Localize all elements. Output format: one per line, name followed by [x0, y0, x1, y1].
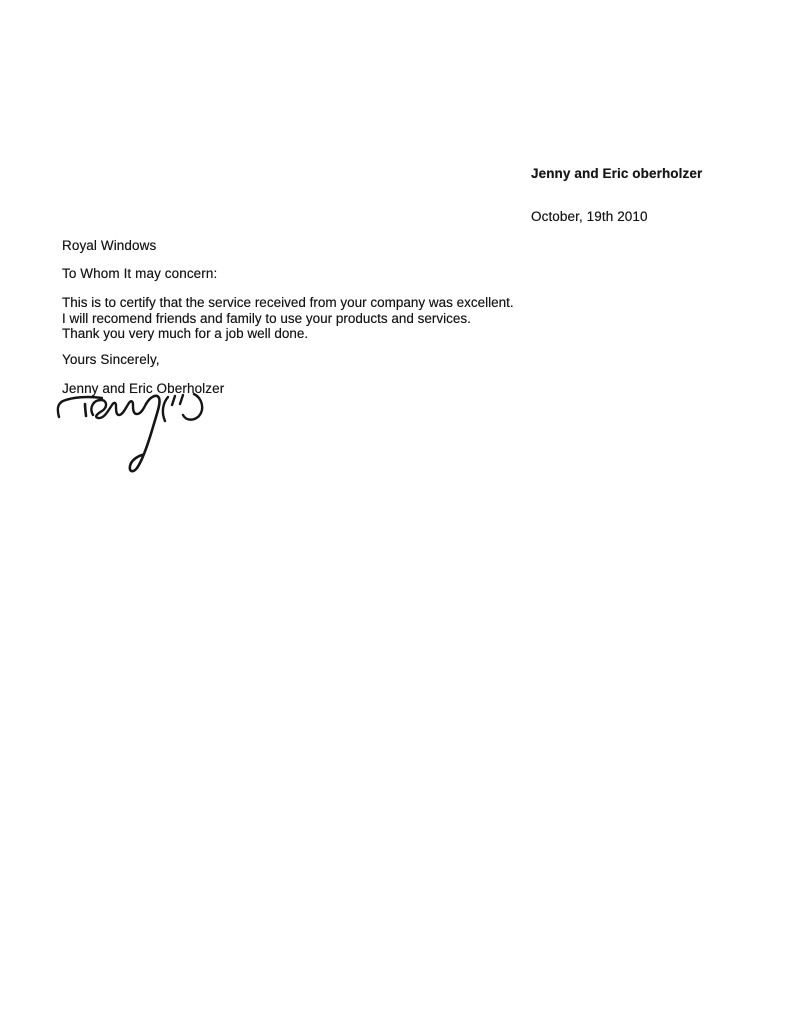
letter-body [62, 295, 514, 342]
closing-line: Yours Sincerely, [62, 352, 160, 367]
body-line-2: I will recomend friends and family to use your products and services. [62, 310, 471, 326]
recipient-name: Royal Windows [62, 238, 157, 253]
body-line-1: This is to certify that the service received from your company was excellent. [62, 295, 514, 310]
sender-name: Jenny and Eric oberholzer [531, 166, 703, 181]
body-line-3: Thank you very much for a job well done. [62, 326, 309, 341]
letter-date: October, 19th 2010 [531, 209, 648, 224]
handwritten-signature-icon [56, 391, 208, 483]
signature-printed-name: Jenny and Eric Oberholzer [62, 381, 225, 396]
salutation: To Whom It may concern: [62, 266, 218, 281]
